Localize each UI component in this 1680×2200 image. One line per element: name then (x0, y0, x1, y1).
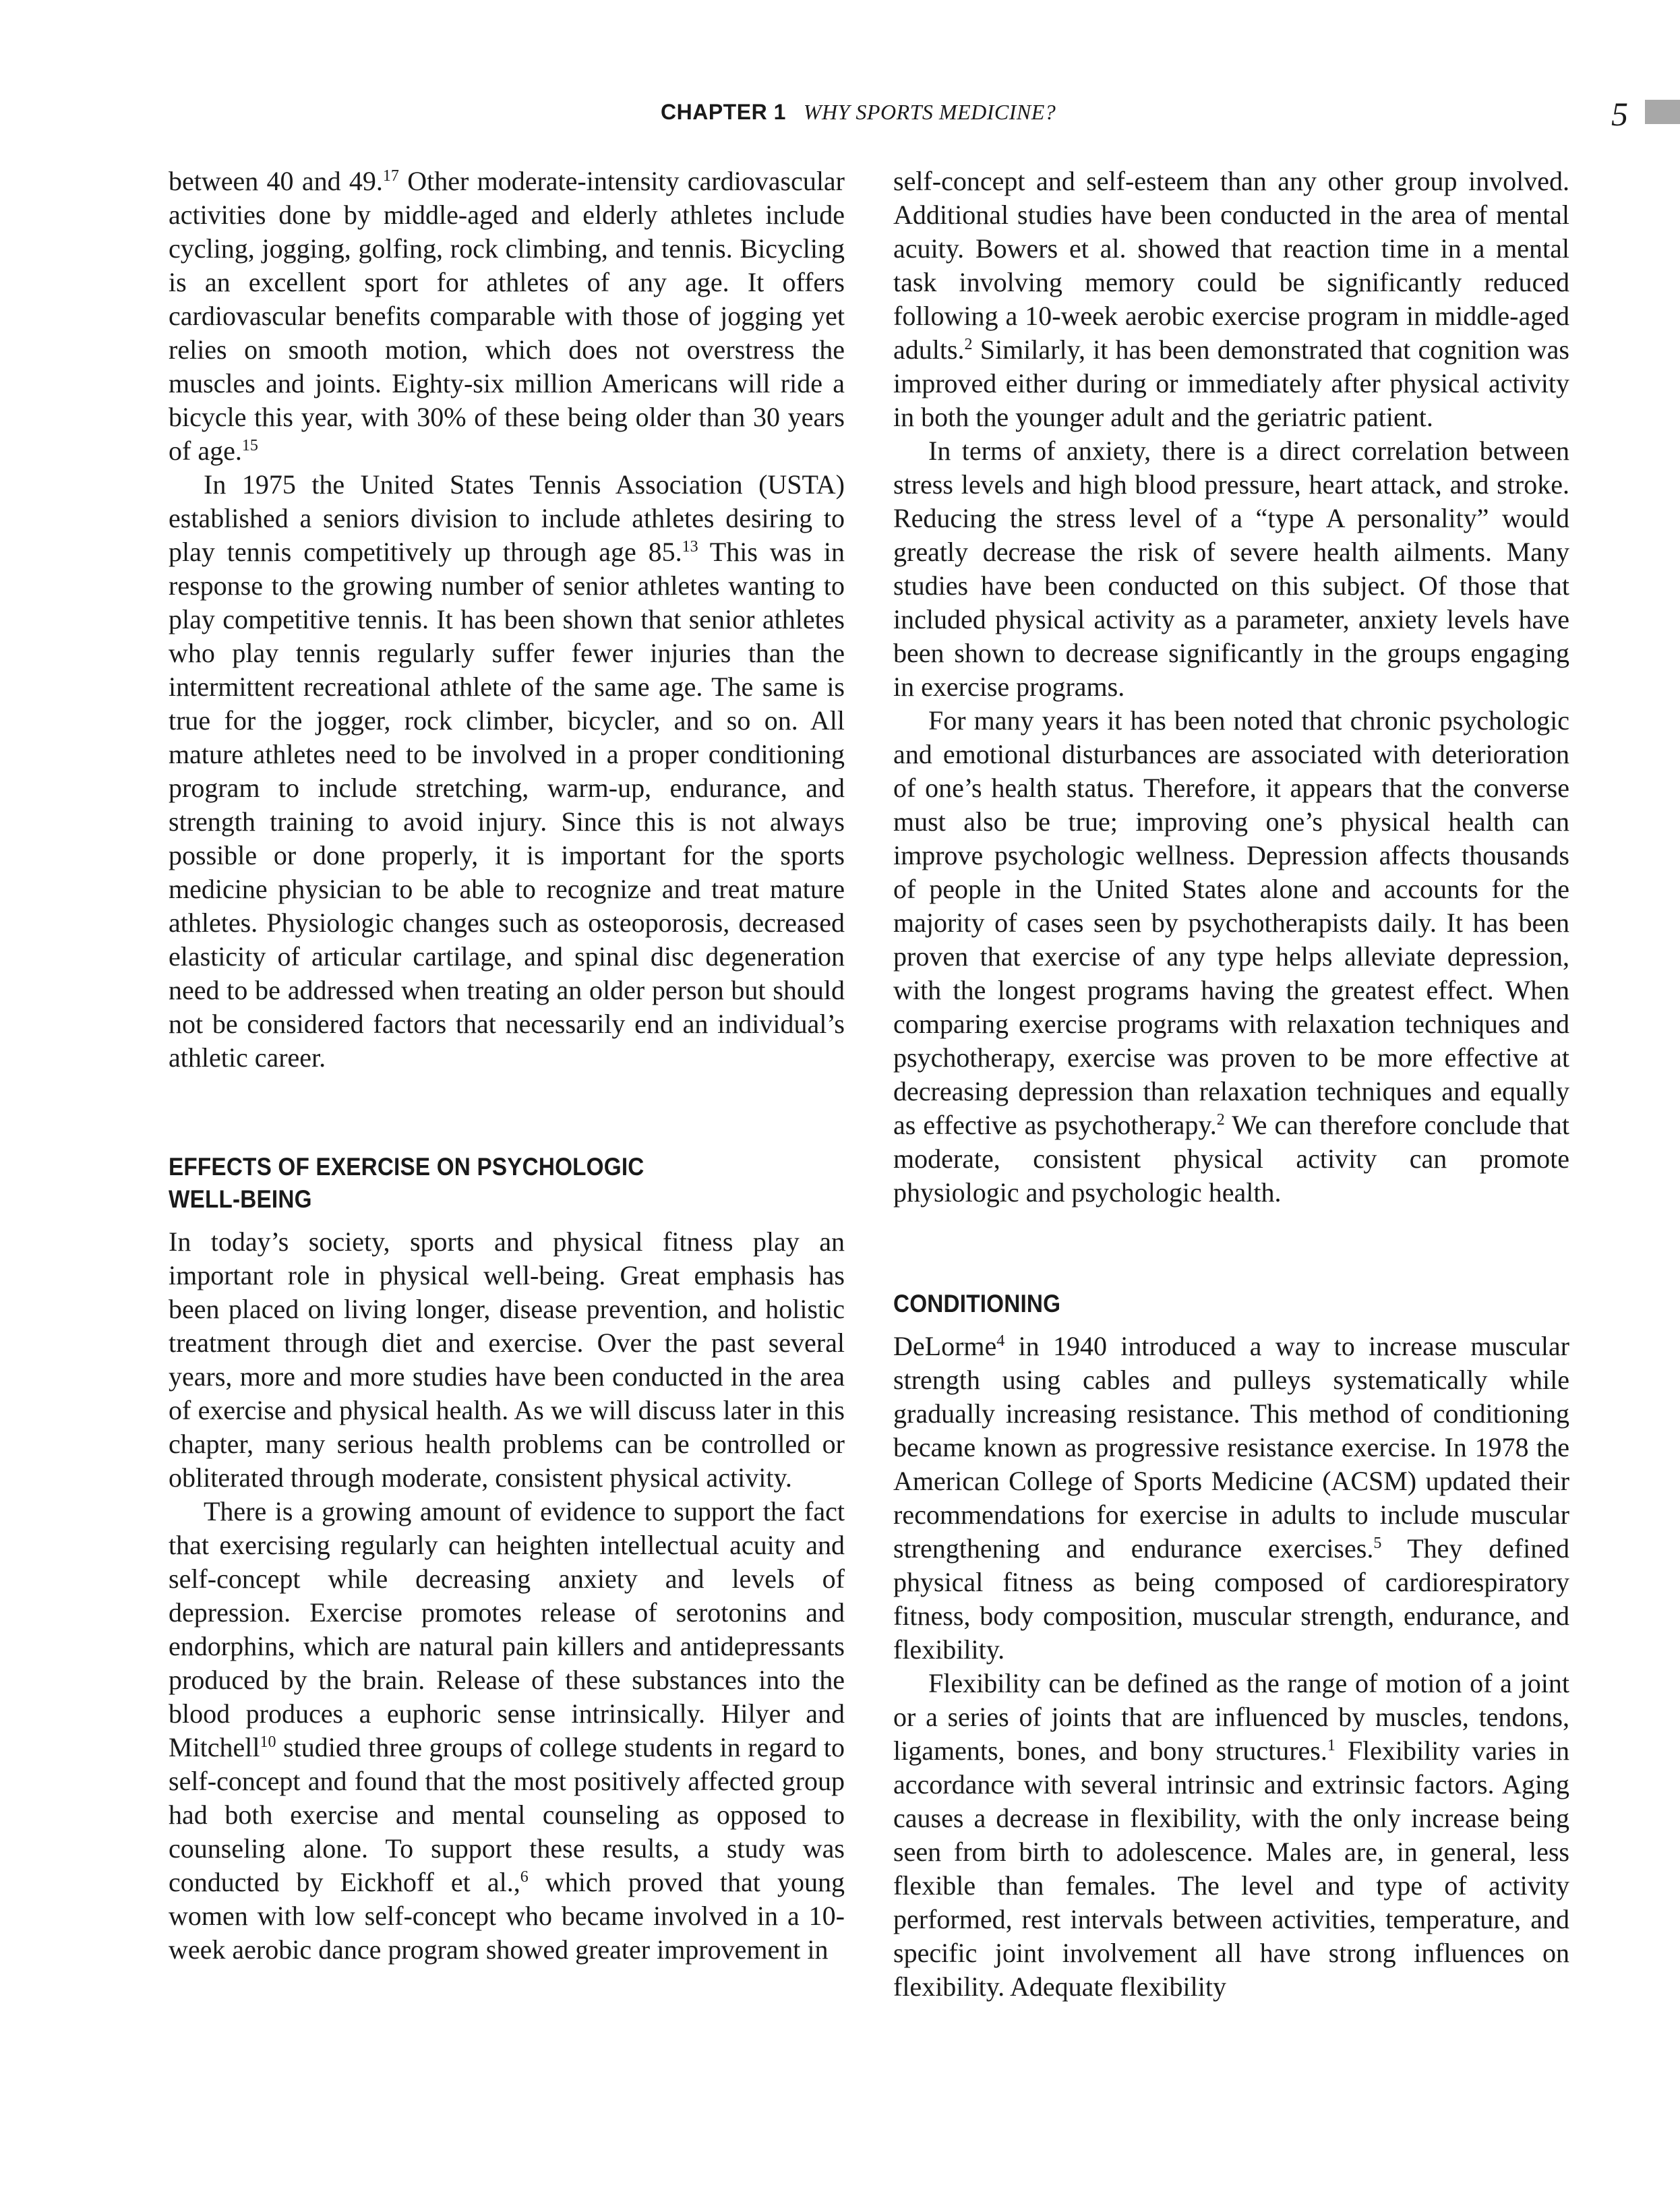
citation: 2 (1216, 1111, 1225, 1129)
chapter-label: CHAPTER 1 (661, 100, 786, 124)
paragraph: self-concept and self-esteem than any other group involved. Additional studies have been conducted in the area of mental acuity. Bowers et al. showed that reaction time in a mental task involving memory could be significantly reduced following a 10-week aerobic exercise program in middle-aged adults.$^2$ Similarly, it has been demonstrated that cognition was improved either during or immediately after physical activity in both the younger adult and the geriatric patient. (893, 166, 1569, 432)
left-column (169, 165, 845, 1967)
citation: 5 (1373, 1535, 1382, 1552)
section-heading-conditioning: CONDITIONING (893, 1290, 1061, 1317)
paragraph: In 1975 the United States Tennis Association (USTA) established a seniors division to include athletes desiring to play tennis competitively up through age 85.13 This was in response to the growing number of senior athletes wanting to play competitive tennis. It has been shown that senior athletes who play tennis regularly suffer fewer injuries than the intermittent recreational athlete of the same age. The same is true for the jogger, rock climber, bicycler, and so on. All mature athletes need to be involved in a proper conditioning program to include stretching, warm-up, endurance, and strength training to avoid injury. Since this is not always possible or done properly, it is important for the sports medicine physician to be able to recognize and treat mature athletes. Physiologic changes such as osteoporosis, decreased elasticity of articular cartilage, and spinal disc degeneration need to be addressed when treating an older person but should not be considered factors that necessarily end an individual’s athletic career. (169, 469, 845, 1073)
citation: 2 (964, 336, 973, 353)
citation: 10 (260, 1733, 276, 1751)
page-number: 5 (1611, 95, 1628, 133)
citation: 4 (996, 1332, 1005, 1350)
citation: 1 (1327, 1737, 1336, 1754)
page-tab-marker (1645, 100, 1680, 124)
running-head (661, 100, 1056, 125)
citation: 6 (520, 1868, 529, 1886)
paragraph: Flexibility can be defined as the range of motion of a joint or a series of joints that are influenced by muscles, tendons, ligaments, bones, and bony structures.$^1$ Flexibility varies in accordance with several intrinsic and extrinsic factors. Aging causes a decrease in flexibility, with the only increase being seen from birth to adolescence. Males are, in general, less flexible than females. The level and type of activity performed, rest intervals between activities, temperature, and specific joint involvement all have strong influences on flexibility. Adequate flexibility (893, 1668, 1569, 2002)
paragraph: In terms of anxiety, there is a direct correlation between stress levels and high blood pressure, heart attack, and stroke. Reducing the stress level of a “type A personality” would greatly decrease the risk of severe health ailments. Many studies have been conducted on this subject. Of those that included physical activity as a parameter, anxiety levels have been shown to decrease significantly in the groups engaging in exercise programs. (893, 436, 1569, 702)
citation: 17 (382, 167, 399, 185)
paragraph: In today’s society, sports and physical fitness play an important role in physical well-being. Great emphasis has been placed on living longer, disease prevention, and holistic treatment through diet and exercise. Over the past several years, more and more studies have been conducted in the area of exercise and physical health. As we will discuss later in this chapter, many serious health problems can be controlled or obliterated through moderate, consistent physical activity. (169, 1226, 845, 1493)
citation: 15 (241, 437, 258, 454)
chapter-title: WHY SPORTS MEDICINE? (803, 100, 1056, 124)
paragraph: DeLorme$^4$ in 1940 introduced a way to increase muscular strength using cables and pulleys systematically while gradually increasing resistance. This method of conditioning became known as progressive resistance exercise. In 1978 the American College of Sports Medicine (ACSM) updated their recommendations for exercise in adults to include muscular strengthening and endurance exercises.$^5$ They defined physical fitness as being composed of cardiorespiratory fitness, body composition, muscular strength, endurance, and flexibility. (893, 1331, 1570, 1665)
citation: 13 (682, 538, 698, 556)
paragraph: For many years it has been noted that chronic psychologic and emotional disturbances are associated with deterioration of one’s health status. Therefore, it appears that the converse must also be true; improving one’s physical health can improve psychologic wellness. Depression affects thousands of people in the United States alone and accounts for the majority of cases seen by psychotherapists daily. It has been proven that exercise of any type helps alleviate depression, with the longest programs having the greatest effect. When comparing exercise programs with relaxation techniques and psychotherapy, exercise was proven to be more effective at decreasing depression than relaxation techniques and equally as effective as psychotherapy.$^2$ We can therefore conclude that moderate, consistent physical activity can promote physiologic and psychologic health. (893, 705, 1569, 1208)
paragraph: There is a growing amount of evidence to support the fact that exercising regularly can heighten intellectual acuity and self-concept while decreasing anxiety and levels of depression. Exercise promotes release of serotonins and endorphins, which are natural pain killers and antidepressants produced by the brain. Release of these substances into the blood produces a euphoric sense intrinsically. Hilyer and Mitchell$^{10}$ studied three groups of college students in regard to self-concept and found that the most positively affected group had both exercise and mental counseling as opposed to counseling alone. To support these results, a study was conducted by Eickhoff et al.,$^6$ which proved that young women with low self-concept who became involved in a 10-week aerobic dance program showed greater improvement in (169, 1496, 845, 1965)
right-column (893, 165, 1569, 2004)
paragraph: between 40 and 49.17 Other moderate-intensity cardiovascular activities done by middle-aged and elderly athletes include cycling, jogging, golfing, rock climbing, and tennis. Bicycling is an excellent sport for athletes of any age. It offers cardiovascular benefits comparable with those of jogging yet relies on smooth motion, which does not overstress the muscles and joints. Eighty-six million Americans will ride a bicycle this year, with 30% of these being older than 30 years of age.$^{15}$ (169, 166, 845, 466)
section-heading-psychologic: EFFECTS OF EXERCISE ON PSYCHOLOGIC WELL-BEING (169, 1153, 644, 1213)
